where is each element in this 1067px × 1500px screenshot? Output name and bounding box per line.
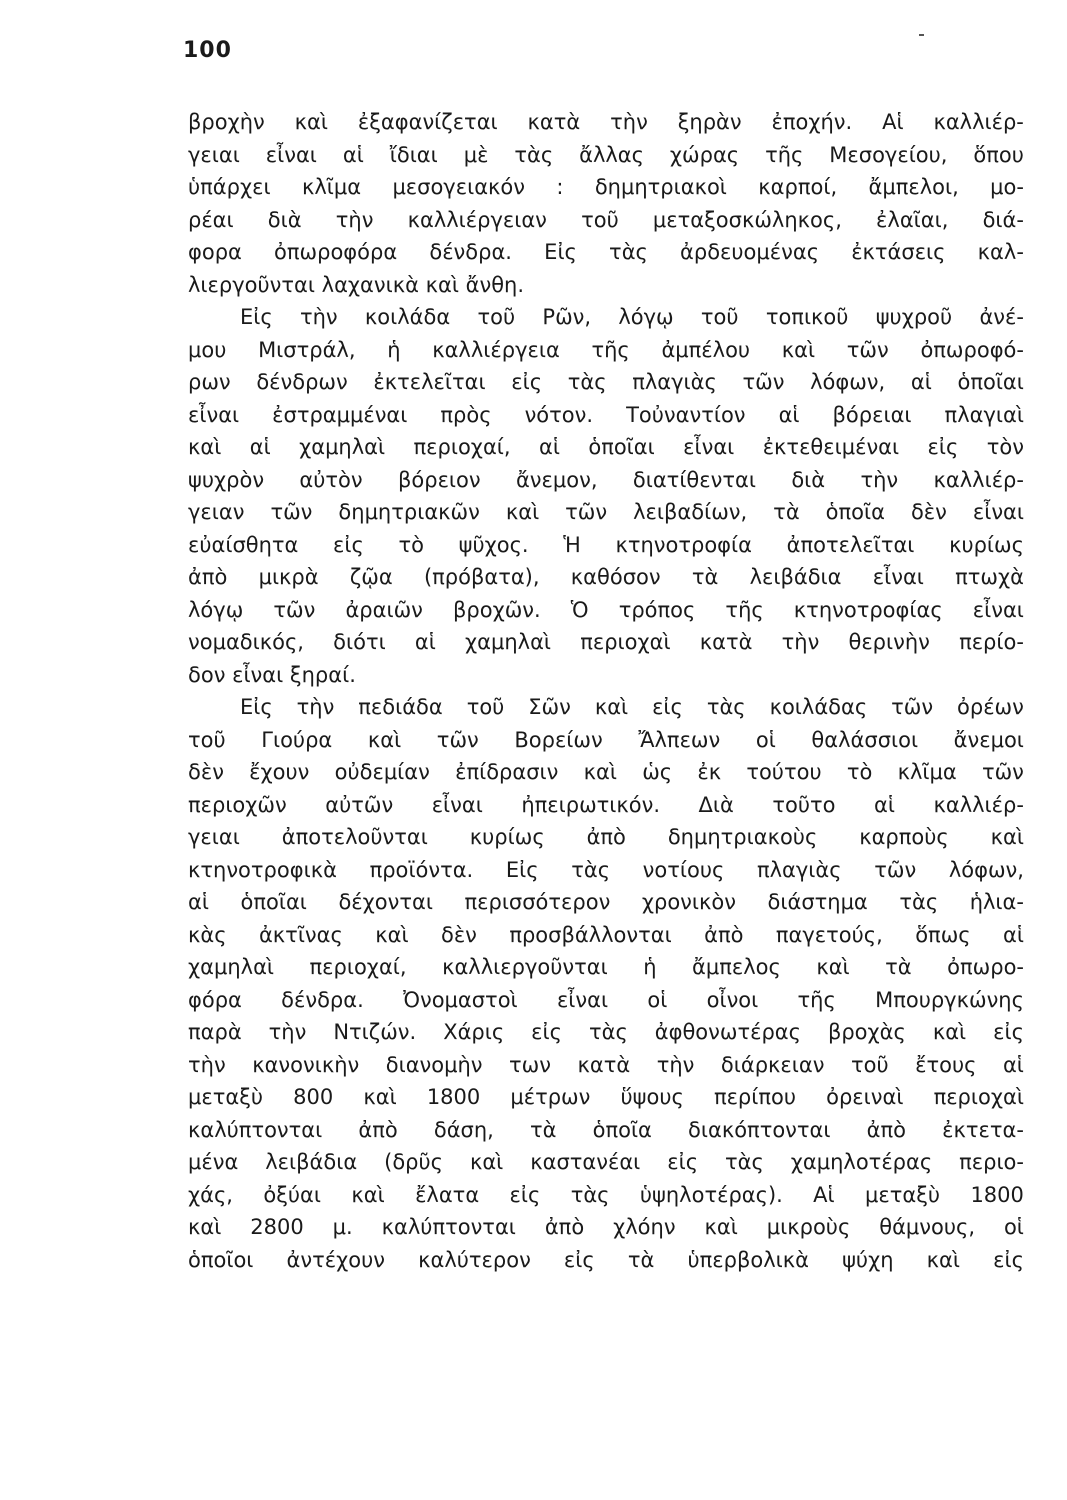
text-line: χάς, ὀξύαι καὶ ἔλατα εἰς τὰς ὑψηλοτέρας). Αἱ μεταξὺ 1800 [188, 1182, 1024, 1207]
text-line: Εἰς τὴν πεδιάδα τοῦ Σῶν καὶ εἰς τὰς κοιλάδας τῶν ὀρέων [240, 695, 1024, 719]
text-line: ψυχρὸν αὐτὸν βόρειον ἄνεμον, διατίθενται διὰ τὴν καλλιέρ- [188, 467, 1024, 492]
text-line: εὐαίσθητα εἰς τὸ ψῦχος. Ἡ κτηνοτροφία ἀποτελεῖται κυρίως [188, 532, 1024, 557]
text-line: μου Μιστράλ, ἡ καλλιέργεια τῆς ἀμπέλου καὶ τῶν ὀπωροφό- [188, 337, 1024, 362]
text-line: μένα λειβάδια (δρῦς καὶ καστανέαι εἰς τὰς χαμηλοτέρας περιο- [188, 1150, 1024, 1174]
text-line: δον εἶναι ξηραί. [188, 662, 356, 687]
text-body [188, 110, 1024, 1280]
paragraph [188, 695, 1024, 1280]
text-line: τὴν κανονικὴν διανομὴν των κατὰ τὴν διάρκειαν τοῦ ἔτους αἱ [188, 1052, 1024, 1077]
text-line: φόρα δένδρα. Ὀνομαστοὶ εἶναι οἱ οἶνοι τῆς Μπουργκώνης [188, 987, 1024, 1012]
text-line: λόγῳ τῶν ἀραιῶν βροχῶν. Ὁ τρόπος τῆς κτηνοτροφίας εἶναι [188, 597, 1024, 622]
text-line: κὰς ἀκτῖνας καὶ δὲν προσβάλλονται ἀπὸ παγετούς, ὅπως αἱ [188, 922, 1024, 947]
text-line: κτηνοτροφικὰ προϊόντα. Εἰς τὰς νοτίους πλαγιὰς τῶν λόφων, [188, 857, 1024, 882]
text-line: περιοχῶν αὐτῶν εἶναι ἠπειρωτικόν. Διὰ τοῦτο αἱ καλλιέρ- [188, 792, 1024, 817]
text-line: Εἰς τὴν κοιλάδα τοῦ Ρῶν, λόγῳ τοῦ τοπικοῦ ψυχροῦ ἀνέ- [240, 305, 1024, 329]
paragraph [188, 305, 1024, 695]
text-line: χαμηλαὶ περιοχαί, καλλιεργοῦνται ἡ ἄμπελος καὶ τὰ ὀπωρο- [188, 955, 1024, 979]
text-line: καὶ 2800 μ. καλύπτονται ἀπὸ χλόην καὶ μικροὺς θάμνους, οἱ [188, 1215, 1024, 1239]
text-line: τοῦ Γιούρα καὶ τῶν Βορείων Ἄλπεων οἱ θαλάσσιοι ἄνεμοι [188, 727, 1024, 752]
text-line: γειαι εἶναι αἱ ἴδιαι μὲ τὰς ἄλλας χώρας τῆς Μεσογείου, ὅπου [188, 142, 1024, 167]
text-line: λιεργοῦνται λαχανικὰ καὶ ἄνθη. [188, 272, 525, 297]
text-line: ρέαι διὰ τὴν καλλιέργειαν τοῦ μεταξοσκώληκος, ἐλαῖαι, διά- [188, 207, 1024, 232]
text-line: φορα ὀπωροφόρα δένδρα. Εἰς τὰς ἀρδευομένας ἐκτάσεις καλ- [188, 240, 1024, 264]
text-line: παρὰ τὴν Ντιζών. Χάρις εἰς τὰς ἀφθονωτέρας βροχὰς καὶ εἰς [188, 1020, 1024, 1044]
text-line: ρων δένδρων ἐκτελεῖται εἰς τὰς πλαγιὰς τῶν λόφων, αἱ ὁποῖαι [188, 370, 1024, 394]
text-line: καὶ αἱ χαμηλαὶ περιοχαί, αἱ ὁποῖαι εἶναι ἐκτεθειμέναι εἰς τὸν [188, 435, 1024, 459]
text-line: ὑπάρχει κλῖμα μεσογειακόν : δημητριακοὶ καρποί, ἄμπελοι, μο- [188, 175, 1024, 199]
text-line: αἱ ὁποῖαι δέχονται περισσότερον χρονικὸν διάστημα τὰς ἡλια- [188, 890, 1024, 914]
text-line: γειαι ἀποτελοῦνται κυρίως ἀπὸ δημητριακοὺς καρποὺς καὶ [188, 825, 1024, 849]
text-line: μεταξὺ 800 καὶ 1800 μέτρων ὕψους περίπου ὀρειναὶ περιοχαὶ [188, 1085, 1024, 1109]
text-line: γειαν τῶν δημητριακῶν καὶ τῶν λειβαδίων, τὰ ὁποῖα δὲν εἶναι [188, 500, 1024, 524]
text-line: ἀπὸ μικρὰ ζῷα (πρόβατα), καθόσον τὰ λειβάδια εἶναι πτωχὰ [188, 565, 1024, 589]
text-line: νομαδικός, διότι αἱ χαμηλαὶ περιοχαὶ κατὰ τὴν θερινὴν περίο- [188, 630, 1024, 654]
text-line: εἶναι ἐστραμμέναι πρὸς νότον. Τοὐναντίον αἱ βόρειαι πλαγιαὶ [188, 402, 1024, 427]
page-number: 100 [183, 38, 232, 63]
text-line: ὁποῖοι ἀντέχουν καλύτερον εἰς τὰ ὑπερβολικὰ ψύχη καὶ εἰς [188, 1247, 1024, 1272]
text-line: βροχὴν καὶ ἐξαφανίζεται κατὰ τὴν ξηρὰν ἐποχήν. Αἱ καλλιέρ- [188, 110, 1024, 134]
print-speck [919, 34, 924, 36]
text-line: καλύπτονται ἀπὸ δάση, τὰ ὁποῖα διακόπτονται ἀπὸ ἐκτετα- [188, 1117, 1024, 1142]
text-line: δὲν ἔχουν οὐδεμίαν ἐπίδρασιν καὶ ὡς ἐκ τούτου τὸ κλῖμα τῶν [188, 760, 1024, 784]
paragraph [188, 110, 1024, 305]
